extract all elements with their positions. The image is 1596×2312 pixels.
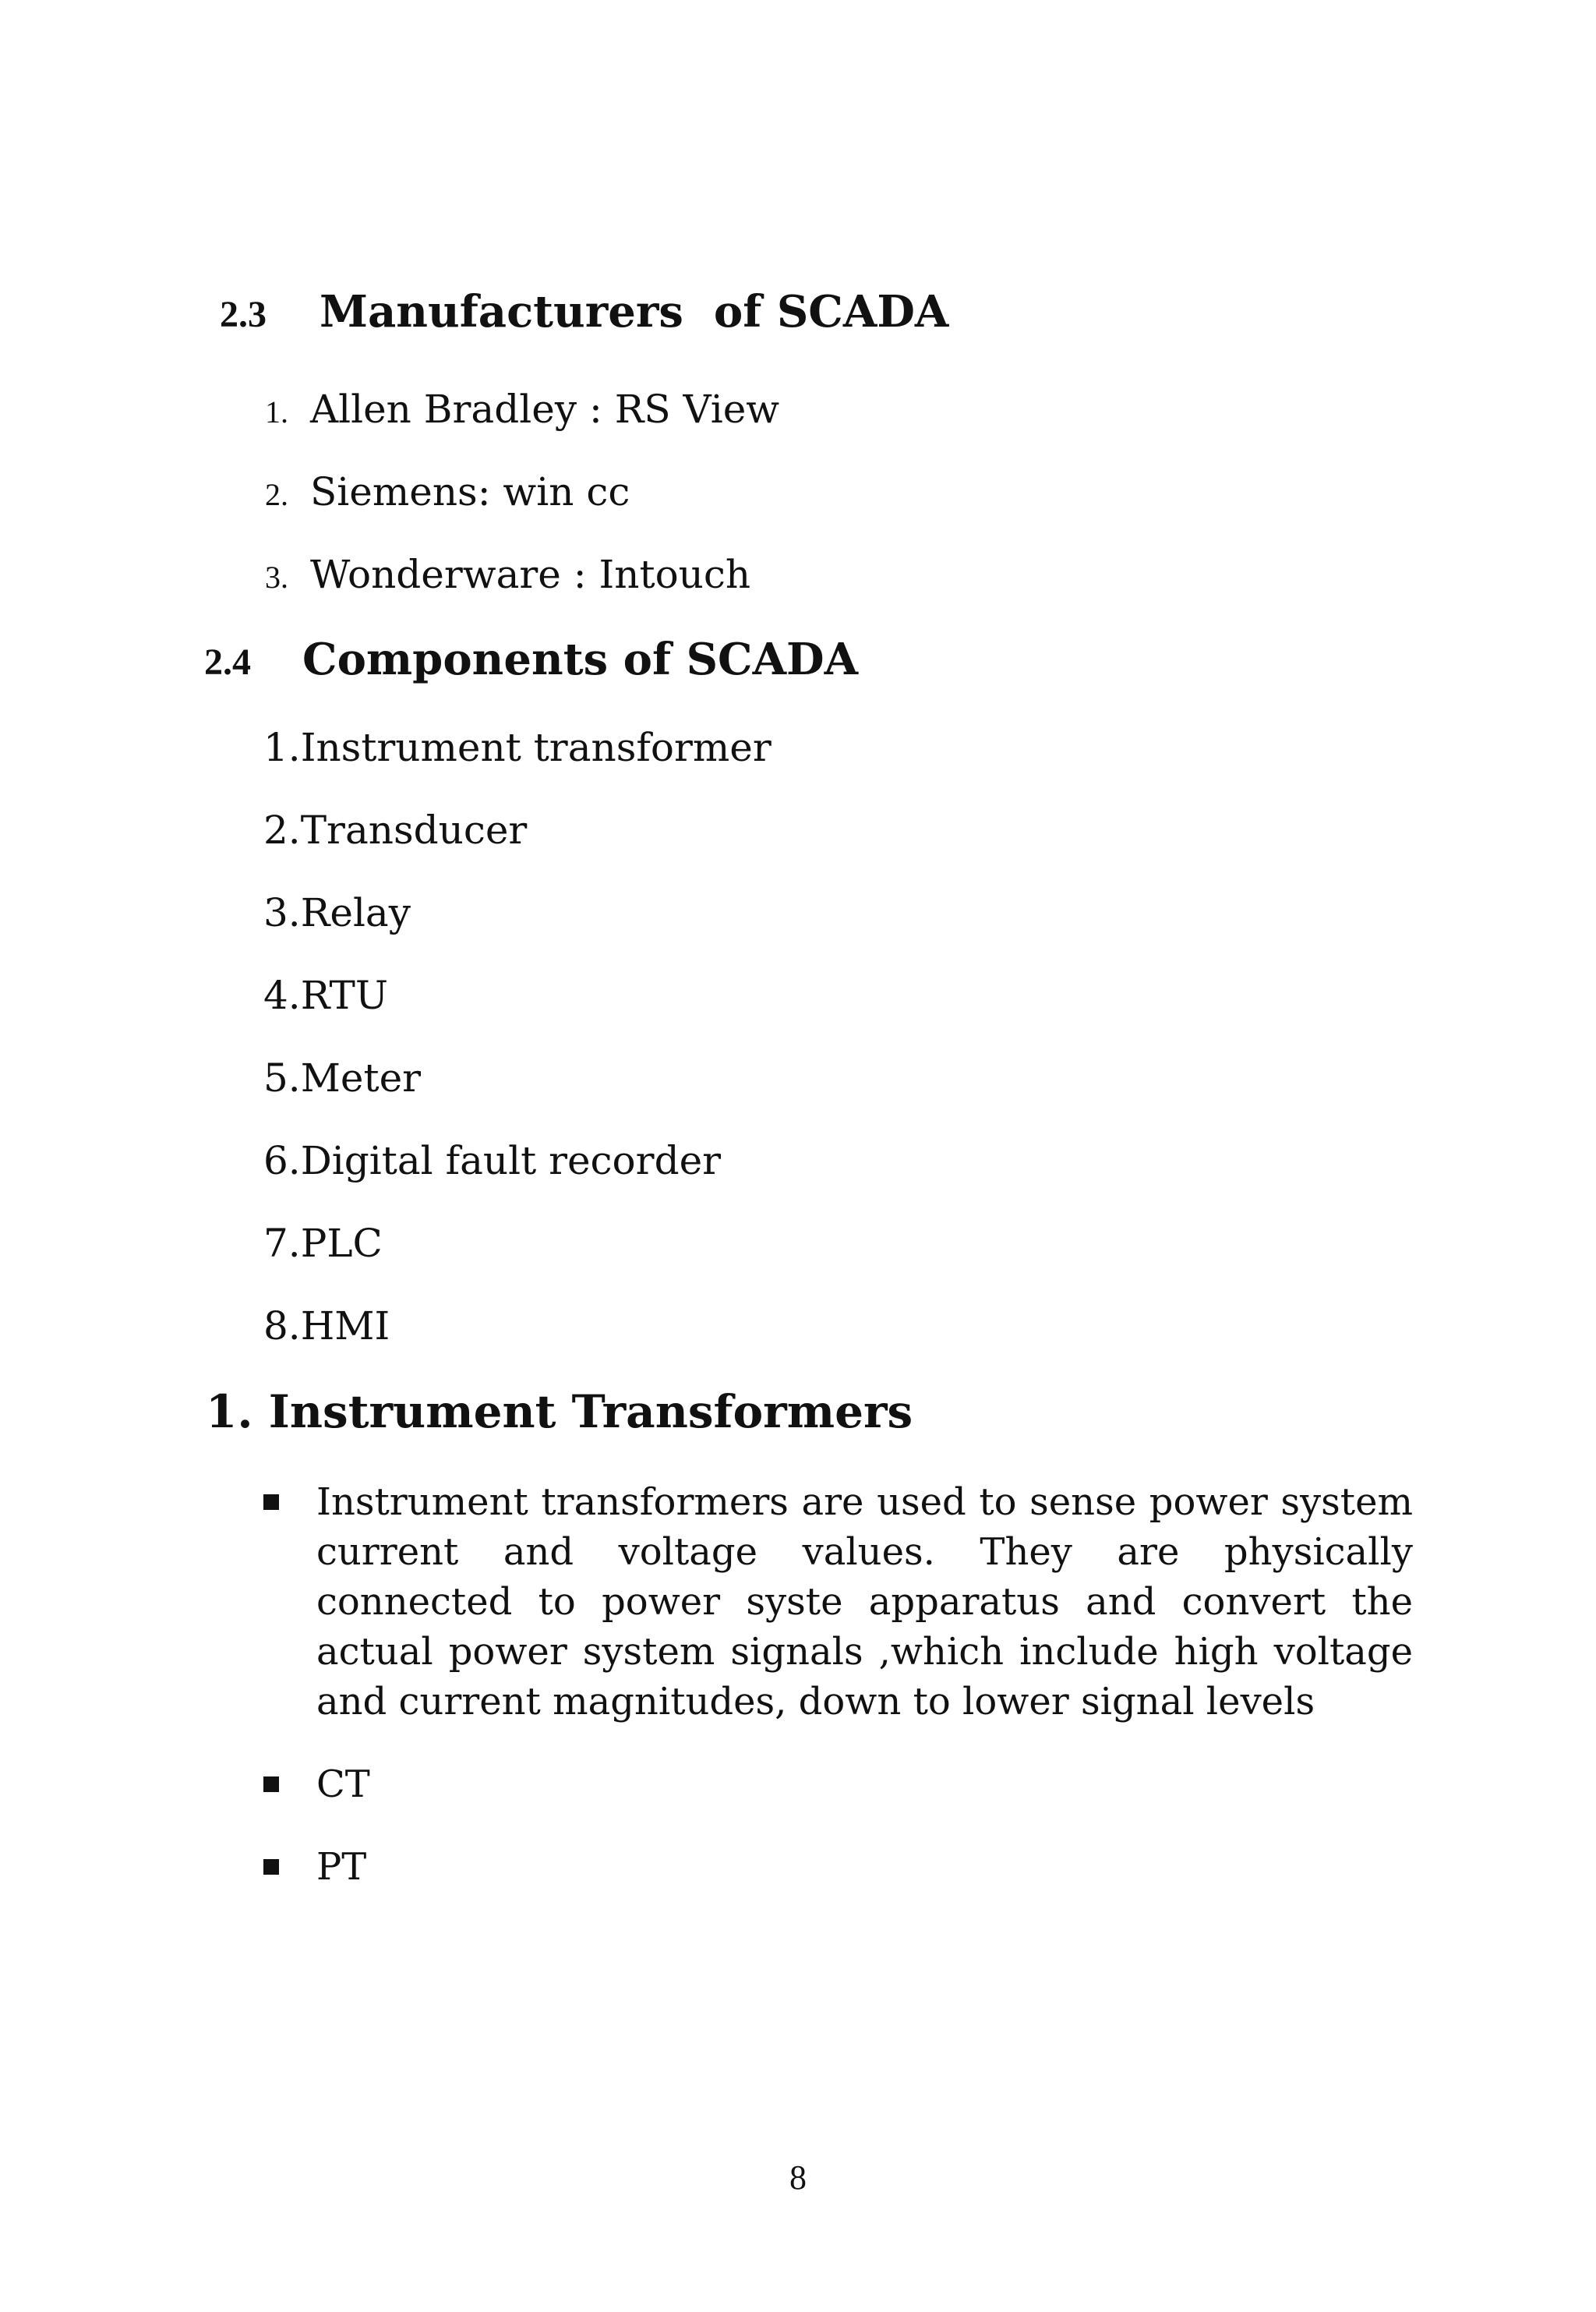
list-item xyxy=(265,469,630,514)
bullet-list xyxy=(263,1477,1413,1892)
list-item-number: 1. xyxy=(265,394,288,430)
list-item: 1.Instrument transformer xyxy=(263,725,772,770)
square-bullet-icon xyxy=(263,1859,279,1875)
list-item xyxy=(265,552,751,597)
list-item: 5.Meter xyxy=(263,1055,422,1101)
list-item xyxy=(265,387,780,432)
list-item: 8.HMI xyxy=(263,1303,390,1349)
square-bullet-icon xyxy=(263,1494,279,1510)
list-item: 6.Digital fault recorder xyxy=(263,1138,722,1183)
list-item-text: Siemens: win cc xyxy=(310,469,630,514)
list-item-text: Allen Bradley : RS View xyxy=(310,387,780,432)
bullet-text: CT xyxy=(316,1762,370,1806)
list-item-text: Wonderware : Intouch xyxy=(310,552,751,597)
section-heading-instrument-transformers xyxy=(206,1385,913,1438)
section-title: 1. Instrument Transformers xyxy=(206,1385,913,1438)
bullet-text: PT xyxy=(316,1845,367,1889)
section-number: 2.3 xyxy=(220,294,267,335)
bullet-item xyxy=(263,1759,1413,1809)
bullet-item xyxy=(263,1842,1413,1892)
section-title: Components of SCADA xyxy=(302,634,859,685)
list-item-number: 3. xyxy=(265,560,288,595)
list-item: 7.PLC xyxy=(263,1221,383,1266)
section-number: 2.4 xyxy=(204,642,251,683)
section-heading-components xyxy=(204,634,859,685)
page-number: 8 xyxy=(789,2158,807,2197)
list-item-number: 2. xyxy=(265,477,288,512)
bullet-item xyxy=(263,1477,1413,1727)
list-item: 3.Relay xyxy=(263,890,411,935)
section-heading-manufacturers xyxy=(220,286,949,338)
list-item: 2.Transducer xyxy=(263,808,528,853)
list-item: 4.RTU xyxy=(263,973,388,1018)
bullet-text: Instrument transformers are used to sense power system current and voltage values. They are physically connected to power syste apparatus and convert the actual power system signals ,which include high voltage and current magnitudes, down to lower signal levels xyxy=(316,1480,1413,1723)
section-title: Manufacturers of SCADA xyxy=(320,286,949,338)
square-bullet-icon xyxy=(263,1776,279,1792)
